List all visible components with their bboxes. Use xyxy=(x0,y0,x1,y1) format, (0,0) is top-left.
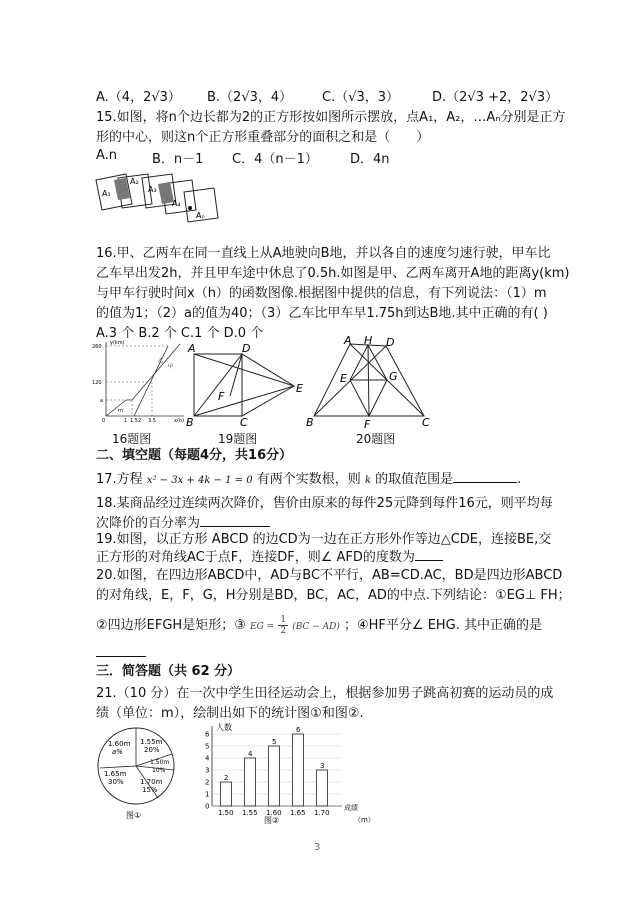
q19-figure xyxy=(184,342,314,430)
q14-option-a: A.（4，2√3） xyxy=(96,90,181,105)
q18-text-1: 18.某商品经过连续两次降价，售价由原来的每件25元降到每件16元，则平均每 xyxy=(96,496,553,511)
q15-option-d: D．4n xyxy=(350,152,390,167)
bar-unit: （m） xyxy=(354,816,375,824)
q16-series-yi: 乙 xyxy=(158,358,164,364)
bar-ytick: 3 xyxy=(205,766,210,775)
bar-category-label: 1.50 xyxy=(218,809,234,817)
q15-label-an: Aₙ xyxy=(196,211,205,220)
q17-period: . xyxy=(517,472,522,487)
q17-var: k xyxy=(364,475,371,486)
q20-text-3b: ；④HF平分∠ EHG. 其中正确的是 xyxy=(344,618,543,633)
bar-1.65 xyxy=(293,734,304,806)
bar-value-label: 3 xyxy=(320,762,325,770)
q16-label-m: m xyxy=(118,408,123,414)
q17 xyxy=(96,470,521,491)
q16-xtick-1-5: 1.5 xyxy=(130,418,138,424)
bar-ytick: 0 xyxy=(205,802,210,811)
fig20-label-f: F xyxy=(364,418,371,431)
q15-label-a4: A₄ xyxy=(172,199,181,208)
bar-value-label: 2 xyxy=(224,774,229,782)
q19-text-2: 正方形的对角线AC于点F，连接DF，则∠ AFD的度数为 xyxy=(96,550,415,565)
pie-slice-label-1-70: 1.70m xyxy=(140,778,163,786)
q16-text-2: 乙车早出发2h，并且甲车途中休息了0.5h.如图是甲、乙两车离开A地的距离y(km) xyxy=(96,266,570,281)
q16-xtick-0: 0 xyxy=(102,418,106,424)
bar-ytick: 1 xyxy=(205,790,210,799)
bar-1.50 xyxy=(221,782,232,806)
bar-ytick: 5 xyxy=(205,742,210,751)
q16-ytick-a: a xyxy=(100,398,104,404)
q17-post: 有两个实数根，则 xyxy=(256,472,361,487)
fig20-label-b: B xyxy=(306,416,314,429)
q16-function-graph xyxy=(88,338,188,424)
q16-series-jia: 甲 xyxy=(168,364,174,370)
q14-option-d: D.（2√3 +2，2√3） xyxy=(432,90,559,105)
q16-xlabel: x(h) xyxy=(174,418,185,424)
q20-eq-denominator: 2 xyxy=(280,626,287,636)
bar-ytick: 4 xyxy=(205,754,210,763)
fig20-label-d: D xyxy=(386,336,395,349)
fig19-label-d: D xyxy=(242,342,251,355)
q16-text-4: 的值为1；（2）a的值为40；（3）乙车比甲车早1.75h到达B地.其中正确的有( ) xyxy=(96,306,548,321)
q19-answer-blank[interactable] xyxy=(415,548,443,561)
fig20-label-e: E xyxy=(340,372,347,385)
q17-equation: x² − 3x + 4k − 1 = 0 xyxy=(146,475,253,486)
caption-fig16: 16题图 xyxy=(112,432,152,446)
q20-figure xyxy=(306,336,436,432)
q20-eq-fraction xyxy=(278,615,288,636)
q15-label-a2: A₂ xyxy=(130,177,139,186)
q16-ylabel: y(km) xyxy=(110,340,125,346)
q16-text-1: 16.甲、乙两车在同一直线上从A地驶向B地，并以各自的速度匀速行驶，甲车比 xyxy=(96,246,551,261)
q18-answer-blank[interactable] xyxy=(200,514,270,527)
bar-1.55 xyxy=(245,758,256,806)
q18-text-2: 次降价的百分率为 xyxy=(96,516,201,531)
q14-option-c: C.（√3，3） xyxy=(322,90,400,105)
bar-xlabel: 成绩 xyxy=(344,804,358,812)
pie-slice-pct-1-50: 10% xyxy=(152,767,166,774)
q17-end: 的取值范围是 xyxy=(375,472,454,487)
bar-category-label: 1.65 xyxy=(290,809,306,817)
q15-text-2: 形的中心，则这n个正方形重叠部分的面积之和是（ ） xyxy=(96,130,430,145)
pie-slice-label-1-55: 1.55m xyxy=(140,738,163,746)
bar-1.60 xyxy=(269,746,280,806)
q21-pie-chart xyxy=(96,724,178,822)
fig20-label-g: G xyxy=(389,370,398,383)
bar-1.70 xyxy=(317,770,328,806)
q20-eq-lhs: EG = xyxy=(250,622,275,632)
q21-text-1: 21.（10 分）在一次中学生田径运动会上，根据参加男子跳高初赛的运动员的成 xyxy=(96,686,554,701)
q16-ytick-260: 260 xyxy=(92,344,102,350)
pie-caption: 图① xyxy=(126,811,142,820)
pie-slice-label-1-50: 1.50m xyxy=(150,759,170,766)
fig20-label-c: C xyxy=(422,416,430,429)
caption-fig19: 19题图 xyxy=(218,432,258,446)
fig20-label-h: H xyxy=(364,336,373,347)
bar-ylabel: 人数 xyxy=(216,723,232,732)
page-number: 3 xyxy=(314,842,321,853)
q16-xtick-3-5: 3.5 xyxy=(148,418,156,424)
pie-slice-pct-1-55: 20% xyxy=(144,746,160,754)
q20-answer-blank[interactable] xyxy=(96,656,146,657)
q19-line2 xyxy=(96,548,443,568)
bar-category-label: 1.70 xyxy=(314,809,330,817)
bar-category-label: 1.55 xyxy=(242,809,258,817)
q20-text-3a: ②四边形EFGH是矩形；③ xyxy=(96,618,246,633)
pie-slice-label-1-65: 1.65m xyxy=(104,770,127,778)
bar-caption: 图② xyxy=(264,816,280,825)
bar-value-label: 4 xyxy=(248,750,253,758)
bar-ytick: 2 xyxy=(205,778,210,787)
bar-category-label: 1.60 xyxy=(266,809,282,817)
q14-option-b: B.（2√3，4） xyxy=(207,90,293,105)
q15-label-a1: A₁ xyxy=(102,189,111,198)
section3-heading: 三．简答题（共 62 分） xyxy=(96,664,241,679)
q20-line3 xyxy=(96,612,542,640)
bar-value-label: 6 xyxy=(296,726,301,734)
q17-pre: 17.方程 xyxy=(96,472,143,487)
pie-slice-pct-1-70: 15% xyxy=(142,786,158,794)
q15-option-a: A.n xyxy=(96,148,118,163)
fig19-label-f: F xyxy=(218,390,225,403)
q16-text-3: 与甲车行驶时间x（h）的函数图像.根据图中提供的信息，有下列说法：（1）m xyxy=(96,286,547,301)
q20-eq-rest: (BC − AD) xyxy=(292,622,340,632)
pie-slice-label-1-60: 1.60m xyxy=(108,740,131,748)
q16-xtick-2: 2 xyxy=(138,418,142,424)
pie-slice-pct-1-60: a% xyxy=(112,748,123,756)
q21-text-2: 绩（单位：m），绘制出如下的统计图①和图②. xyxy=(96,706,364,721)
fig20-label-a: A xyxy=(344,336,352,347)
q16-xtick-1: 1 xyxy=(124,418,128,424)
q20-eq-numerator: 1 xyxy=(280,615,287,625)
fig19-label-e: E xyxy=(296,382,303,395)
q15-squares-figure xyxy=(92,170,222,230)
fig19-label-a: A xyxy=(188,342,196,355)
q15-option-c: C．4（n－1） xyxy=(232,152,318,167)
q16-options: A.3 个 B.2 个 C.1 个 D.0 个 xyxy=(96,326,264,341)
q17-answer-blank[interactable] xyxy=(453,470,517,483)
pie-slice-pct-1-65: 30% xyxy=(108,778,124,786)
fig19-label-b: B xyxy=(186,416,194,429)
q21-bar-chart xyxy=(192,722,378,828)
q16-ytick-120: 120 xyxy=(92,380,102,386)
q15-text-1: 15.如图，将n个边长都为2的正方形按如图所示摆放，点A₁，A₂，…Aₙ分别是正方 xyxy=(96,110,566,125)
q19-text-1: 19.如图，以正方形 ABCD 的边CD为一边在正方形外作等边△CDE，连接BE,交 xyxy=(96,532,552,547)
q15-option-b: B．n－1 xyxy=(152,152,204,167)
section2-heading: 二、填空题（每题4分，共16分） xyxy=(96,448,293,463)
bar-ytick: 6 xyxy=(205,730,210,739)
fig19-label-c: C xyxy=(240,416,248,429)
q20-text-2: 的对角线，E，F，G，H分别是BD，BC，AC，AD的中点.下列结论：①EG⊥ FH； xyxy=(96,588,571,603)
caption-fig20: 20题图 xyxy=(356,432,396,446)
pie-divider-5 xyxy=(100,766,136,768)
bar-value-label: 5 xyxy=(272,738,277,746)
q20-text-1: 20.如图，在四边形ABCD中，AD与BC不平行，AB=CD.AC，BD是四边形ABCD xyxy=(96,568,563,583)
q15-label-a3: A₃ xyxy=(148,185,157,194)
